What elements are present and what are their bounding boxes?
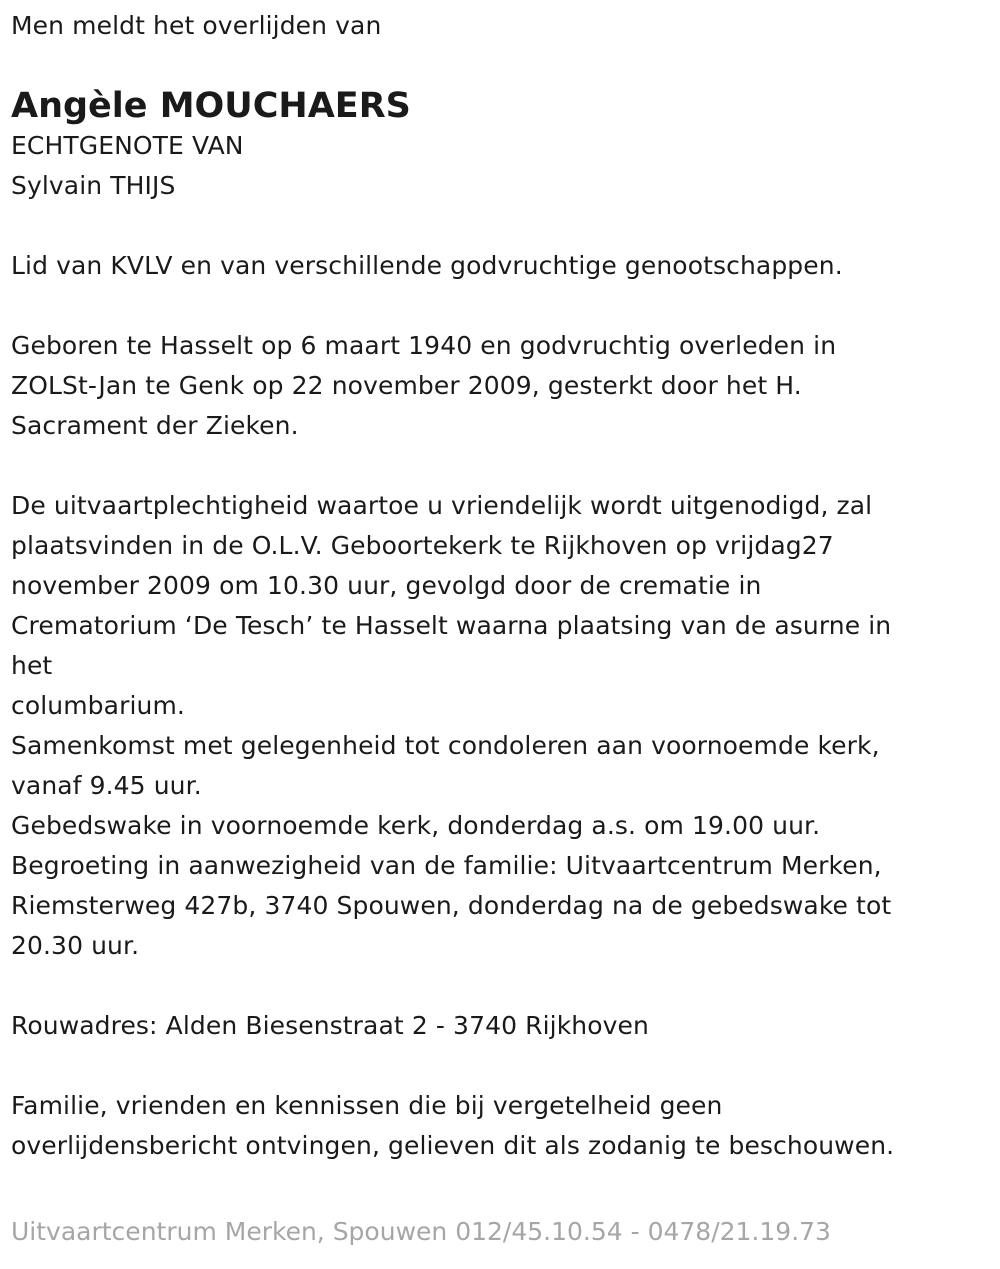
ceremony-line: Begroeting in aanwezigheid van de familie: Uitvaartcentrum Merken, [11,851,882,880]
ceremony-line: vanaf 9.45 uur. [11,771,202,800]
funeral-home-footer: Uitvaartcentrum Merken, Spouwen 012/45.10.54 - 0478/21.19.73 [11,1217,831,1246]
birth-death-line: Geboren te Hasselt op 6 maart 1940 en godvruchtig overleden in [11,331,837,360]
membership-text: Lid van KVLV en van verschillende godvruchtige genootschappen. [11,251,843,280]
ceremony-line: De uitvaartplechtigheid waartoe u vriendelijk wordt uitgenodigd, zal [11,491,873,520]
mourning-address: Rouwadres: Alden Biesenstraat 2 - 3740 Rijkhoven [11,1011,649,1040]
ceremony-line: Gebedswake in voornoemde kerk, donderdag a.s. om 19.00 uur. [11,811,821,840]
death-notice [11,6,971,1166]
ceremony-line: het [11,651,53,680]
ceremony-line: Riemsterweg 427b, 3740 Spouwen, donderdag na de gebedswake tot [11,891,892,920]
intro-text: Men meldt het overlijden van [11,11,382,40]
relation-label: ECHTGENOTE VAN [11,131,244,160]
notice-line: Familie, vrienden en kennissen die bij vergetelheid geen [11,1091,723,1120]
spacer [11,286,971,326]
birth-death-line: Sacrament der Zieken. [11,411,299,440]
ceremony-line: Samenkomst met gelegenheid tot condoleren aan voornoemde kerk, [11,731,880,760]
spacer [11,1046,971,1086]
spacer [11,206,971,246]
ceremony-line: plaatsvinden in de O.L.V. Geboortekerk te Rijkhoven op vrijdag27 [11,531,834,560]
birth-death-line: ZOLSt-Jan te Genk op 22 november 2009, gesterkt door het H. [11,371,802,400]
ceremony-line: columbarium. [11,691,185,720]
spacer [11,446,971,486]
deceased-name: Angèle MOUCHAERS [11,86,411,126]
ceremony-line: 20.30 uur. [11,931,140,960]
ceremony-line: Crematorium ‘De Tesch’ te Hasselt waarna plaatsing van de asurne in [11,611,892,640]
spouse-name: Sylvain THIJS [11,171,176,200]
spacer [11,966,971,1006]
ceremony-line: november 2009 om 10.30 uur, gevolgd door de crematie in [11,571,762,600]
notice-line: overlijdensbericht ontvingen, gelieven dit als zodanig te beschouwen. [11,1131,895,1160]
